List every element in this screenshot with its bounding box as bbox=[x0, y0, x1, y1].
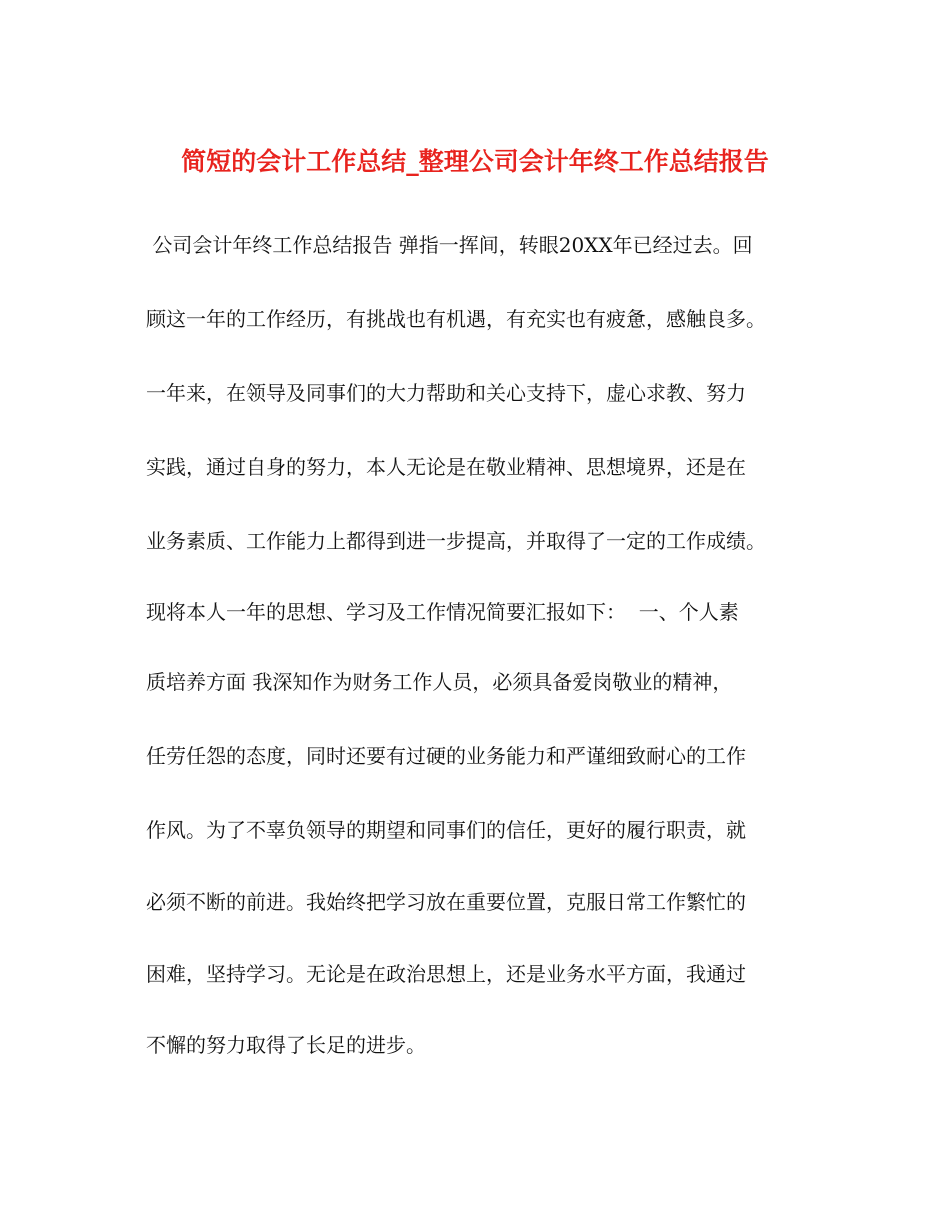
paragraph-line: 不懈的努力取得了长足的进步。 bbox=[146, 1033, 426, 1057]
paragraph-line: 作风。为了不辜负领导的期望和同事们的信任，更好的履行职责，就 bbox=[146, 818, 746, 842]
document-title: 简短的会计工作总结_整理公司会计年终工作总结报告 bbox=[181, 147, 769, 176]
paragraph-line: 任劳任怨的态度，同时还要有过硬的业务能力和严谨细致耐心的工作 bbox=[146, 744, 746, 768]
paragraph-line: 顾这一年的工作经历，有挑战也有机遇，有充实也有疲惫，感触良多。 bbox=[146, 307, 766, 331]
paragraph-line: 必须不断的前进。我始终把学习放在重要位置，克服日常工作繁忙的 bbox=[146, 890, 746, 914]
paragraph-line: 实践，通过自身的努力，本人无论是在敬业精神、思想境界，还是在 bbox=[146, 455, 746, 479]
paragraph-line: 公司会计年终工作总结报告 弹指一挥间，转眼20XX年已经过去。回 bbox=[146, 233, 753, 257]
paragraph-line: 质培养方面 我深知作为财务工作人员，必须具备爱岗敬业的精神， bbox=[146, 670, 733, 694]
paragraph-line: 业务素质、工作能力上都得到进一步提高，并取得了一定的工作成绩。 bbox=[146, 529, 766, 553]
paragraph-line: 一年来，在领导及同事们的大力帮助和关心支持下，虚心求教、努力 bbox=[146, 381, 746, 405]
paragraph-line: 现将本人一年的思想、学习及工作情况简要汇报如下： 一、个人素 bbox=[146, 600, 739, 624]
paragraph-line: 困难，坚持学习。无论是在政治思想上，还是业务水平方面，我通过 bbox=[146, 962, 746, 986]
